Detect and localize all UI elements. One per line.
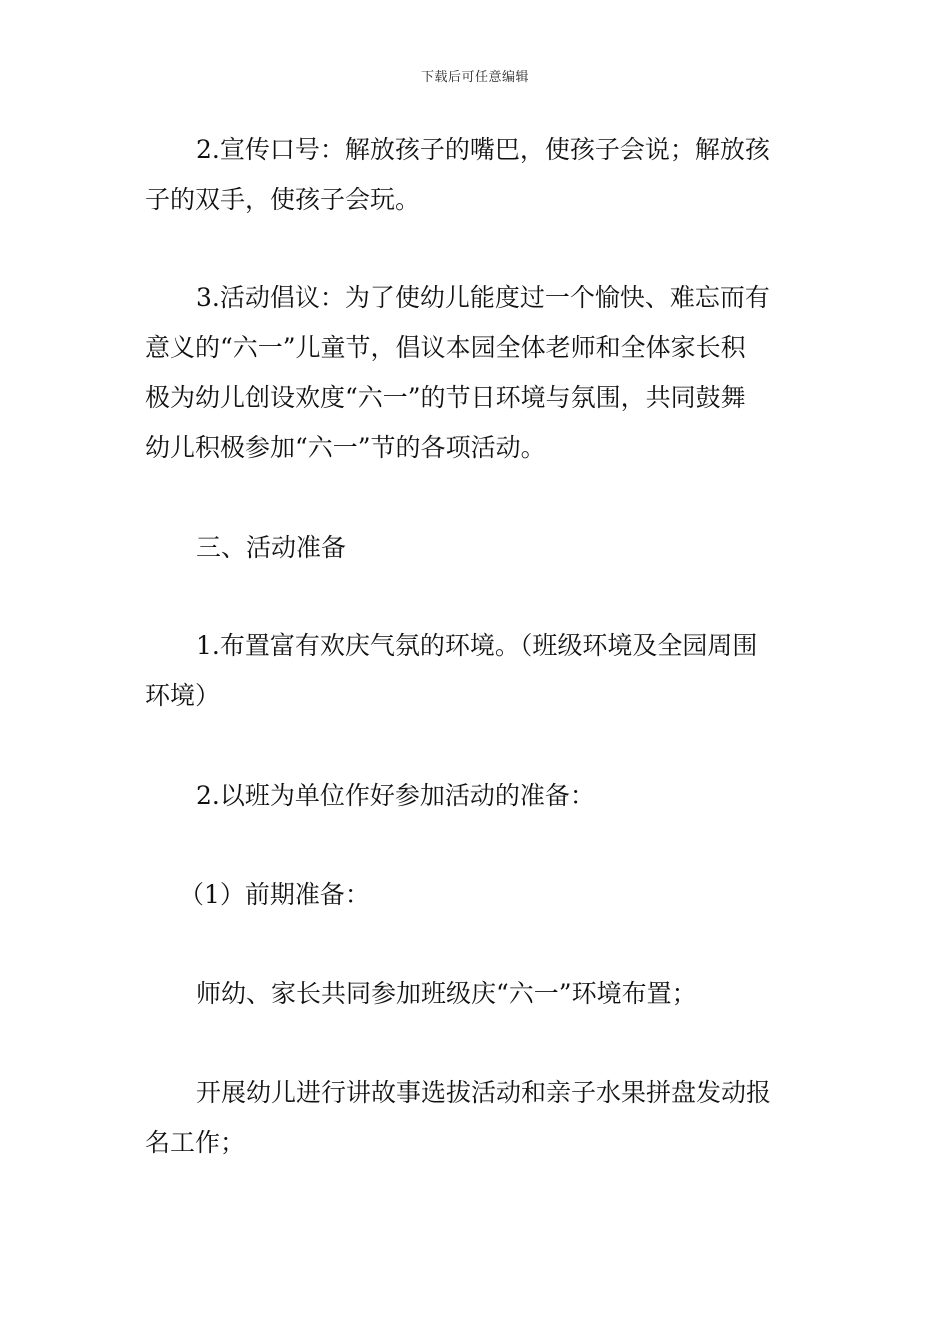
paragraph-line: 2.以班为单位作好参加活动的准备： [196,781,595,810]
paragraph-line: 2.宣传口号：解放孩子的嘴巴，使孩子会说；解放孩 [196,135,770,164]
paragraph-decoration [145,969,810,1019]
paragraph-line: （1）前期准备： [179,880,370,909]
section-heading-text: 三、活动准备 [196,533,347,562]
paragraph-early-prep [145,870,810,920]
paragraph-line: 幼儿积极参加“六一”节的各项活动。 [145,433,546,462]
paragraph-line: 开展幼儿进行讲故事选拔活动和亲子水果拼盘发动报 [196,1078,772,1107]
paragraph-storytelling [145,1068,810,1168]
section-heading [145,523,810,573]
paragraph-line: 意义的“六一”儿童节，倡议本园全体老师和全体家长积 [145,333,746,362]
paragraph-line: 极为幼儿创设欢度“六一”的节日环境与氛围，共同鼓舞 [145,383,746,412]
paragraph-line: 子的双手，使孩子会玩。 [145,185,421,214]
paragraph-line: 名工作； [145,1128,246,1157]
header-note: 下载后可任意编辑 [420,70,529,85]
paragraph-initiative [145,273,810,473]
paragraph-line: 环境） [145,681,221,710]
paragraph-class-prep [145,771,810,821]
paragraph-line: 师幼、家长共同参加班级庆“六一”环境布置； [196,979,697,1008]
paragraph-slogan [145,125,810,225]
paragraph-line: 1.布置富有欢庆气氛的环境。（班级环境及全园周围 [196,631,758,660]
paragraph-environment [145,621,810,721]
paragraph-line: 3.活动倡议：为了使幼儿能度过一个愉快、难忘而有 [196,283,770,312]
